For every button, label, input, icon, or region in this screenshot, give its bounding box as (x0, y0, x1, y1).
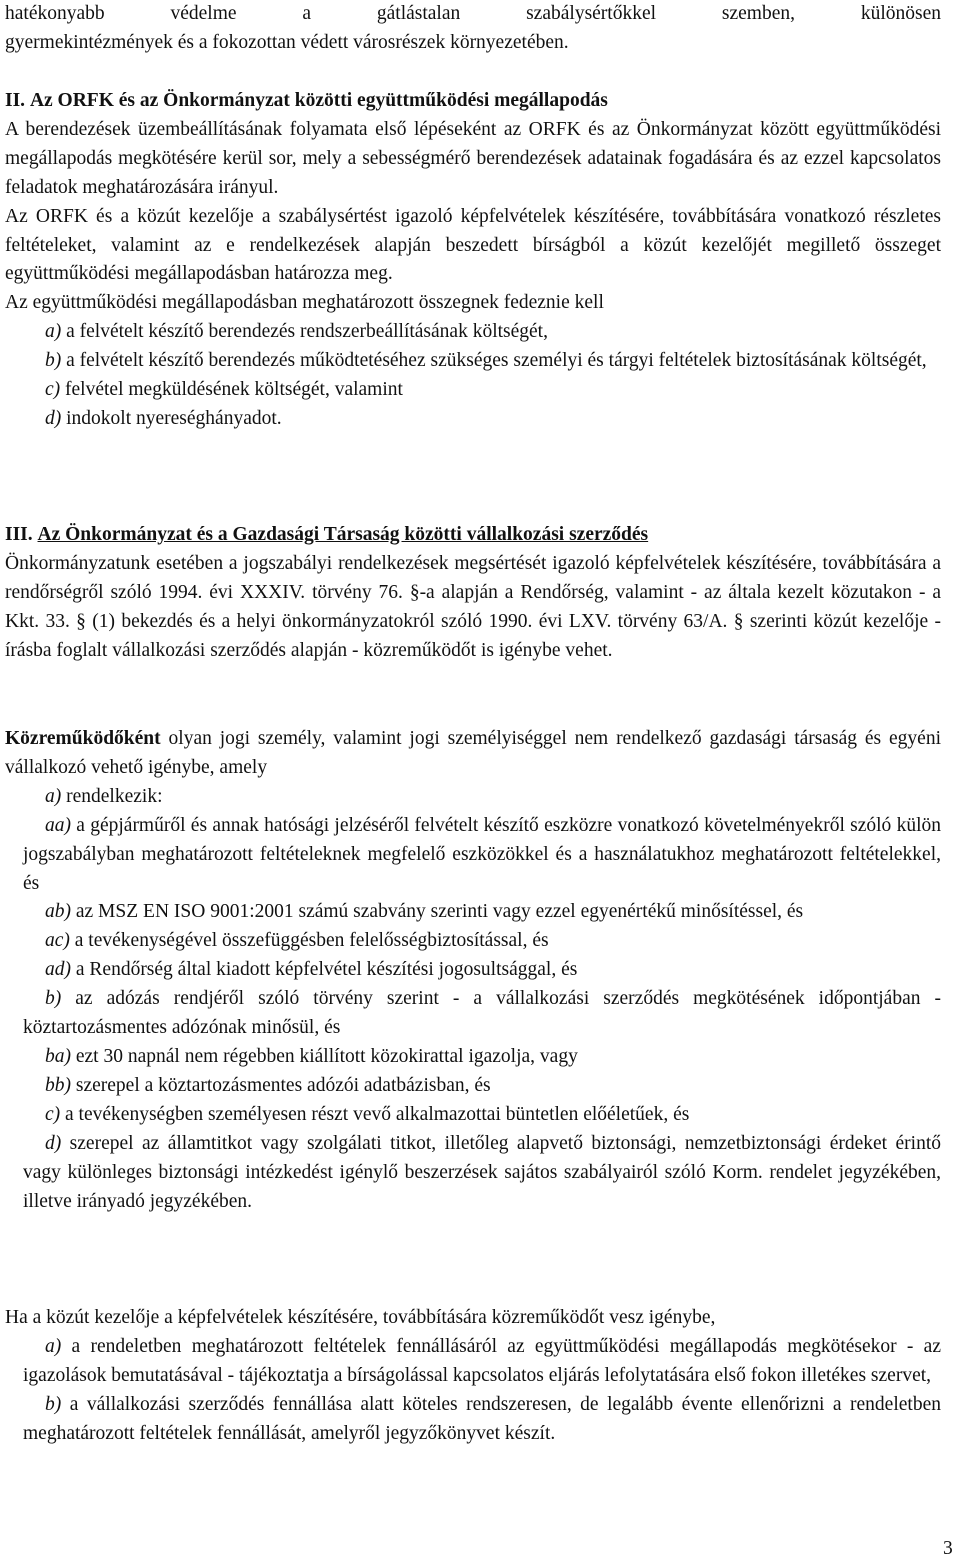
item-label: ac) (45, 930, 70, 952)
item-label: c) (45, 379, 61, 401)
item-text: az adózás rendjéről szóló törvény szerint - a vállalkozási szerződés megkötésének időpontjában - köztartozásmentes adózónak minősül, és (23, 988, 941, 1039)
intro-line-1: hatékonyabb védelme a gátlástalan szabálysértőkkel szemben, különösen (5, 3, 941, 24)
item-label: b) (45, 988, 62, 1010)
section-2-number: II. (5, 90, 26, 111)
kozremukodo-item (5, 783, 941, 812)
section-3-paragraph-1: Önkormányzatunk esetében a jogszabályi rendelkezések megsértését igazoló képfelvételek készítésére, továbbítására a rendőrségről szóló 1994. évi XXXIV. törvény 76. §-a alapján a Rendőrség, valamint - az általa kezelt közutakon - a Kkt. 33. § (1) bekezdés és a helyi önkormányzatokról szóló 1990. évi LXV. törvény 63/A. § szerinti közút kezelője - írásba foglalt vállalkozási szerződés alapján - közreműködőt is igénybe vehet. (5, 552, 941, 661)
item-label: a) (45, 785, 62, 807)
item-text: a tevékenységben személyesen részt vevő alkalmazottai büntetlen előéletűek, és (60, 1103, 690, 1125)
section-3 (5, 521, 941, 666)
final-section (5, 1304, 941, 1449)
item-label: d) (45, 407, 62, 429)
section-2-paragraph-1: A berendezések üzembeállításának folyamata első lépéseként az ORFK és az Önkormányzat között együttműködési megállapodás megkötésére kerül sor, mely a sebességmérő berendezések adatainak fogadására és az ezzel kapcsolatos feladatok meghatározására irányul. (5, 118, 941, 198)
section-3-number: III. (5, 524, 33, 545)
item-text: a rendeletben meghatározott feltételek fennállásáról az együttműködési megállapodás megkötésekor - az igazolások bemutatásával - tájékoztatja a bírságolással kapcsolatos eljárás lefolytatására első fokon illetékes szervet, (23, 1335, 941, 1386)
intro-line-2: gyermekintézmények és a fokozottan védett városrészek környezetében. (5, 31, 569, 53)
section-2-item-b (5, 347, 941, 376)
kozremukodo-item (5, 898, 941, 927)
item-text: a felvételt készítő berendezés működtetéséhez szükséges személyi és tárgyi feltételek biztosításának költségét, (61, 350, 927, 372)
item-text: a Rendőrség által kiadott képfelvétel készítési jogosultsággal, és (71, 959, 578, 981)
section-2 (5, 87, 941, 434)
item-text: a felvételt készítő berendezés rendszerbeállításának költségét, (61, 321, 548, 343)
item-label: d) (45, 1132, 62, 1154)
section-2-paragraph-3: Az együttműködési megállapodásban meghatározott összegnek fedeznie kell (5, 292, 604, 314)
final-item-b (5, 1391, 941, 1449)
item-text: a gépjárműről és annak hatósági jelzéséről felvételt készítő eszközre vonatkozó követelményekről szóló külön jogszabályban meghatározott feltételeknek megfelelő eszközökkel és a használatukhoz meghatározott feltételekkel, és (23, 814, 941, 894)
kozremukodo-intro-text: olyan jogi személy, valamint jogi személyiséggel nem rendelkező gazdasági társaság és egyéni vállalkozó vehető igénybe, amely (5, 728, 941, 778)
kozremukodo-item (5, 927, 941, 956)
kozremukodo-item (5, 1072, 941, 1101)
kozremukodo-term: Közreműködőként (5, 728, 161, 749)
item-text: rendelkezik: (61, 785, 163, 807)
section-3-heading (5, 521, 941, 550)
kozremukodo-section (5, 725, 941, 1216)
item-label: aa) (45, 814, 71, 836)
kozremukodo-item (5, 1130, 941, 1217)
kozremukodo-item (5, 812, 941, 899)
item-label: a) (45, 1335, 62, 1357)
intro-paragraph (5, 0, 941, 58)
item-text: szerepel a köztartozásmentes adózói adatbázisban, és (71, 1074, 491, 1096)
kozremukodo-item (5, 1043, 941, 1072)
item-label: a) (45, 321, 62, 343)
kozremukodo-item (5, 985, 941, 1043)
item-label: b) (45, 1393, 62, 1415)
section-2-item-d (5, 405, 941, 434)
section-2-item-c (5, 376, 941, 405)
item-text: felvétel megküldésének költségét, valamint (60, 379, 403, 401)
kozremukodo-item (5, 1101, 941, 1130)
section-3-title: Az Önkormányzat és a Gazdasági Társaság közötti vállalkozási szerződés (37, 524, 649, 545)
page-number: 3 (943, 1538, 953, 1559)
item-text: indokolt nyereséghányadot. (61, 407, 282, 429)
kozremukodo-item (5, 956, 941, 985)
section-2-paragraph-2: Az ORFK és a közút kezelője a szabálysértést igazoló képfelvételek készítésére, továbbítására vonatkozó részletes feltételeket, valamint az e rendelkezések alapján beszedett bírságból a közút kezelőjét megillető összeget együttműködési megállapodásban határozza meg. (5, 205, 941, 285)
item-text: ezt 30 napnál nem régebben kiállított közokirattal igazolja, vagy (71, 1045, 578, 1067)
item-label: ab) (45, 901, 71, 923)
item-label: ba) (45, 1045, 71, 1067)
item-label: bb) (45, 1074, 71, 1096)
final-item-a (5, 1333, 941, 1391)
item-label: b) (45, 350, 62, 372)
item-text: a vállalkozási szerződés fennállása alatt köteles rendszeresen, de legalább évente ellenőrizni a rendeletben meghatározott feltételek fennállását, amelyről jegyzőkönyvet készít. (23, 1393, 941, 1444)
section-2-title: Az ORFK és az Önkormányzat közötti együttműködési megállapodás (29, 90, 608, 111)
section-2-heading (5, 87, 941, 116)
final-intro: Ha a közút kezelője a képfelvételek készítésére, továbbítására közreműködőt vesz igénybe, (5, 1307, 716, 1328)
item-label: ad) (45, 959, 71, 981)
item-label: c) (45, 1103, 61, 1125)
item-text: szerepel az államtitkot vagy szolgálati titkot, illetőleg alapvető biztonsági, nemzetbiztonsági érdeket érintő vagy különleges biztonsági intézkedést igénylő beszerzések sajátos szabályairól szóló Korm. rendelet jegyzékében, illetve irányadó jegyzékében. (23, 1132, 941, 1212)
item-text: az MSZ EN ISO 9001:2001 számú szabvány szerinti vagy ezzel egyenértékű minősítéssel, és (71, 901, 804, 923)
kozremukodo-intro (5, 725, 941, 783)
section-2-item-a (5, 318, 941, 347)
item-text: a tevékenységével összefüggésben felelősségbiztosítással, és (69, 930, 549, 952)
